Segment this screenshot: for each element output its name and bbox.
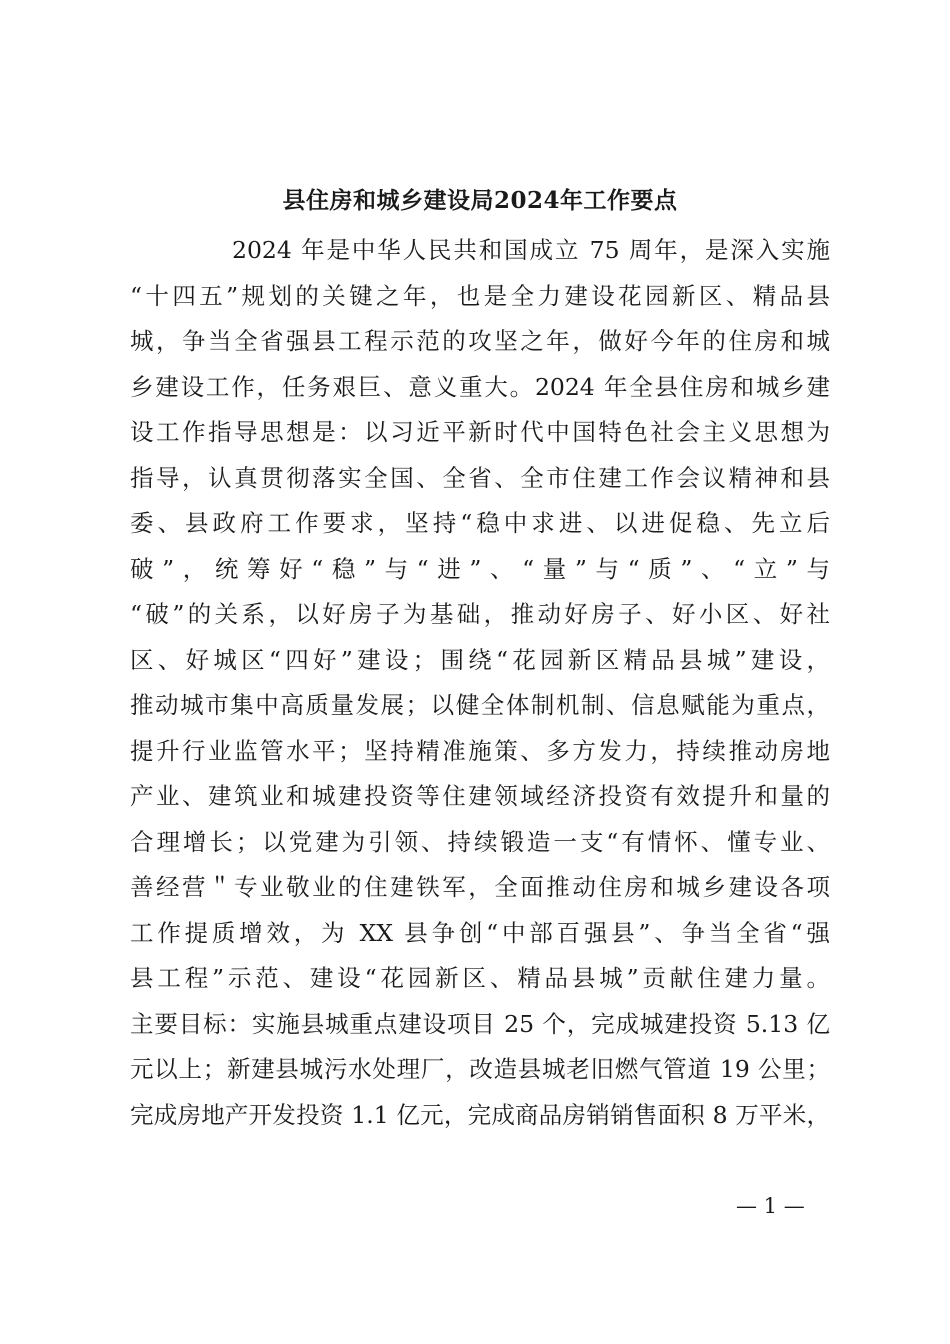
body-line: 乡建设工作，任务艰巨、意义重大。2024 年全县住房和城乡建 — [130, 372, 830, 401]
body-line: “十四五”规划的关键之年，也是全力建设花园新区、精品县 — [130, 281, 830, 310]
body-line: 设工作指导思想是：以习近平新时代中国特色社会主义思想为 — [130, 418, 830, 446]
body-line: 元以上；新建县城污水处理厂，改造县城老旧燃气管道 19 公里； — [130, 1055, 830, 1083]
document-title: 县住房和城乡建设局2024年工作要点 — [282, 187, 678, 214]
body-line: 完成房地产开发投资 1.1 亿元，完成商品房销销售面积 8 万平米， — [130, 1100, 830, 1129]
body-line: 县工程”示范、建设“花园新区、精品县城”贡献住建力量。 — [130, 964, 830, 992]
body-line: “破”的关系，以好房子为基础，推动好房子、好小区、好社 — [130, 600, 830, 628]
body-line: 指导，认真贯彻落实全国、全省、全市住建工作会议精神和县 — [130, 463, 830, 492]
body-line: 工作提质增效，为 XX 县争创“中部百强县”、争当全省“强 — [130, 918, 830, 947]
body-line: 城，争当全省强县工程示范的攻坚之年，做好今年的住房和城 — [130, 327, 830, 355]
body-line: 善经营＂专业敬业的住建铁军，全面推动住房和城乡建设各项 — [130, 873, 830, 901]
body-line: 合理增长；以党建为引领、持续锻造一支“有情怀、懂专业、 — [130, 827, 830, 856]
body-line: 2024 年是中华人民共和国成立 75 周年，是深入实施 — [232, 236, 830, 264]
page-number: — 1 — — [736, 1194, 805, 1218]
body-line: 破”，统筹好“稳”与“进”、“量”与“质”、“立”与 — [130, 554, 830, 583]
body-line: 主要目标：实施县城重点建设项目 25 个，完成城建投资 5.13 亿 — [130, 1009, 830, 1038]
document-body — [130, 228, 830, 1138]
body-line: 产业、建筑业和城建投资等住建领域经济投资有效提升和量的 — [130, 782, 830, 810]
body-line: 委、县政府工作要求，坚持“稳中求进、以进促稳、先立后 — [130, 509, 830, 537]
body-line: 推动城市集中高质量发展；以健全体制机制、信息赋能为重点， — [130, 691, 830, 719]
body-line: 提升行业监管水平；坚持精准施策、多方发力，持续推动房地 — [130, 736, 830, 765]
body-line: 区、好城区“四好”建设；围绕“花园新区精品县城”建设， — [130, 645, 830, 674]
